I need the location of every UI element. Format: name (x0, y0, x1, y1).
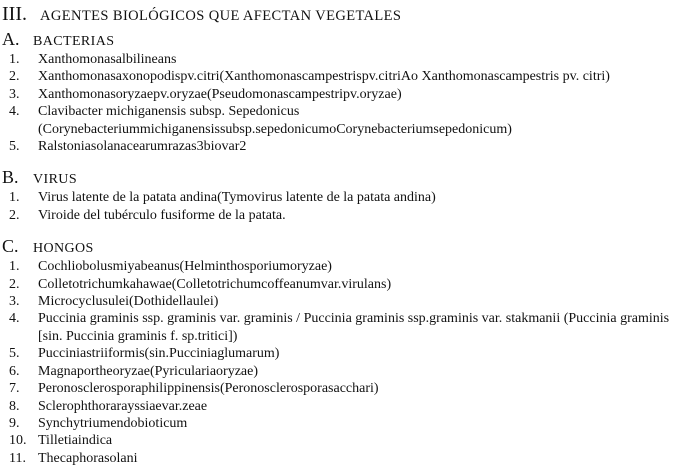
list-item (2, 51, 696, 68)
item-number: 2. (9, 276, 20, 292)
item-text: Magnaportheoryzae(Pyriculariaoryzae) (38, 363, 258, 379)
list-item (2, 276, 696, 293)
item-number: 2. (9, 69, 20, 85)
section-item-list (2, 189, 696, 224)
item-text: Thecaphorasolani (38, 450, 138, 466)
section-item-list (2, 51, 696, 155)
item-number: 4. (9, 311, 20, 327)
section-item-list (2, 258, 696, 467)
section-virus (2, 168, 696, 224)
list-item (2, 380, 696, 397)
item-text: Tilletiaindica (38, 433, 113, 449)
list-item (2, 103, 696, 138)
list-item (2, 310, 696, 345)
list-item (2, 138, 696, 155)
item-text: Microcyclusulei(Dothidellaulei) (38, 294, 219, 310)
list-item (2, 432, 696, 449)
item-number: 4. (9, 104, 20, 120)
list-item (2, 415, 696, 432)
item-text: Virus latente de la patata andina(Tymovirus latente de la patata andina) (38, 190, 436, 206)
list-item (2, 450, 696, 467)
page-title (2, 4, 696, 25)
list-item (2, 86, 696, 103)
item-text: Xanthomonasaxonopodispv.citri(Xanthomonascampestrispv.citriAo Xanthomonascampestris pv. citri) (38, 69, 610, 85)
list-item (2, 68, 696, 85)
item-text: Xanthomonasalbilineans (38, 52, 177, 67)
item-number: 2. (9, 207, 20, 223)
list-item (2, 345, 696, 362)
section-hongos (2, 237, 696, 467)
section-letter: A. (2, 29, 20, 49)
item-number: 8. (9, 398, 20, 414)
item-text: Ralstoniasolanacearumrazas3biovar2 (38, 139, 247, 155)
item-number: 1. (9, 259, 20, 275)
item-number: 3. (9, 86, 20, 102)
list-item (2, 207, 696, 224)
section-label: HONGOS (33, 241, 94, 257)
item-text: Colletotrichumkahawae(Colletotrichumcoffeanumvar.virulans) (38, 276, 392, 292)
section-letter: B. (2, 167, 19, 188)
item-text: Viroide del tubérculo fusiforme de la patata. (38, 207, 286, 223)
item-number: 10. (9, 433, 27, 449)
item-text: Clavibacter michiganensis subsp. Sepedonicus (Corynebacteriummichiganensissubsp.sepedonicumoCorynebacteriumsepedonicum) (38, 104, 512, 137)
title-numeral: III. (2, 3, 27, 25)
list-item (2, 258, 696, 275)
item-number: 9. (9, 415, 20, 431)
section-heading (2, 237, 696, 257)
item-number: 5. (9, 139, 20, 155)
list-item (2, 398, 696, 415)
item-text: Pucciniastriiformis(sin.Pucciniaglumarum) (38, 346, 280, 362)
item-number: 5. (9, 346, 20, 362)
section-heading (2, 30, 696, 50)
item-text: Puccinia graminis ssp. graminis var. graminis / Puccinia graminis ssp.graminis var. stakmanii (Puccinia graminis [sin. Puccinia graminis f. sp.tritici]) (38, 311, 670, 344)
item-text: Sclerophthorarayssiaevar.zeae (38, 398, 208, 414)
list-item (2, 189, 696, 206)
title-text: AGENTES BIOLÓGICOS QUE AFECTAN VEGETALES (40, 8, 402, 24)
item-number: 6. (9, 363, 20, 379)
item-number: 3. (9, 294, 20, 310)
list-item (2, 363, 696, 380)
section-label: VIRUS (33, 172, 78, 188)
item-text: Peronosclerosporaphilippinensis(Peronosclerosporasacchari) (38, 381, 379, 397)
list-item (2, 293, 696, 310)
item-text: Cochliobolusmiyabeanus(Helminthosporiumoryzae) (38, 259, 332, 275)
section-label: BACTERIAS (33, 34, 115, 49)
section-bacterias (2, 30, 696, 155)
item-number: 1. (9, 190, 20, 206)
item-number: 11. (9, 450, 26, 466)
item-text: Synchytriumendobioticum (38, 415, 188, 431)
sections-container (2, 30, 696, 467)
section-heading (2, 168, 696, 188)
item-number: 1. (9, 52, 20, 67)
section-letter: C. (2, 236, 19, 257)
item-number: 7. (9, 381, 20, 397)
item-text: Xanthomonasoryzaepv.oryzae(Pseudomonascampestripv.oryzae) (38, 86, 402, 102)
